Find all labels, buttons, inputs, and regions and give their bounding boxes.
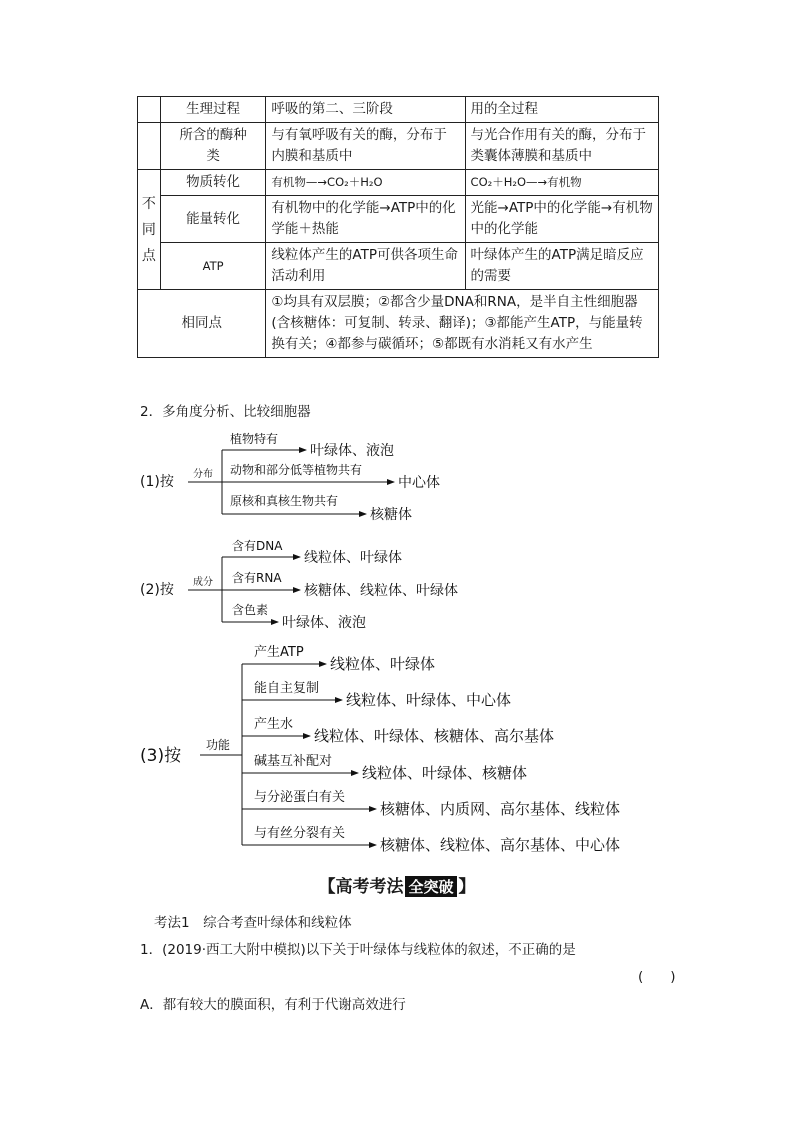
diagram3-branch	[242, 753, 527, 782]
diagram1-branch	[222, 431, 394, 459]
chloro-cell: 叶绿体产生的ATP满足暗反应的需要	[465, 243, 658, 290]
chloro-cell: 与光合作用有关的酶，分布于类囊体薄膜和基质中	[465, 123, 658, 170]
mito-cell: 有机物中的化学能→ATP中的化学能＋热能	[266, 196, 465, 243]
diagram3-criterion: 功能	[206, 738, 231, 752]
diagram3-branch	[242, 716, 554, 745]
mito-cell: 呼吸的第二、三阶段	[266, 97, 465, 123]
same-text: ①均具有双层膜；②都含少量DNA和RNA，是半自主性细胞器(含核糖体：可复制、转录、翻译)；③都能产生ATP，与能量转换有关；④都参与碳循环；⑤都既有水消耗又有水产生	[266, 290, 659, 358]
condition: 能自主复制	[254, 681, 320, 696]
diagram2-criterion: 成分	[193, 577, 213, 588]
result: 核糖体	[370, 507, 412, 523]
banner-left: 【高考考法	[318, 877, 404, 897]
condition: 植物特有	[230, 432, 279, 446]
condition: 与有丝分裂有关	[254, 826, 346, 841]
condition: 动物和部分低等植物共有	[230, 463, 363, 477]
condition: 原核和真核生物共有	[230, 494, 339, 508]
section-banner	[0, 872, 794, 897]
chloro-cell: 光能→ATP中的化学能→有机物中的化学能	[465, 196, 658, 243]
mito-formula: 有机物—→CO₂＋H₂O	[271, 175, 383, 189]
diagram1-criterion: 分布	[193, 469, 213, 480]
condition: 含有DNA	[232, 539, 283, 553]
mito-cell: 与有氧呼吸有关的酶，分布于内膜和基质中	[266, 123, 465, 170]
diagram3-branch	[242, 790, 620, 818]
diagram2-branch	[222, 539, 402, 566]
row-header: 生理过程	[160, 97, 266, 123]
result: 核糖体、线粒体、高尔基体、中心体	[380, 836, 621, 854]
result: 线粒体、叶绿体、核糖体、高尔基体	[314, 727, 555, 745]
row-header: 能量转化	[160, 196, 266, 243]
banner-highlight: 全突破	[405, 876, 456, 897]
condition: 含有RNA	[232, 571, 282, 585]
diagram2-label: (2)按	[140, 582, 174, 598]
row-header: 物质转化	[160, 170, 266, 196]
result: 线粒体、叶绿体	[304, 550, 402, 566]
chloro-cell: 用的全过程	[465, 97, 658, 123]
condition: 产生ATP	[254, 645, 304, 660]
result: 核糖体、线粒体、叶绿体	[304, 583, 458, 599]
condition: 与分泌蛋白有关	[254, 790, 346, 805]
method-heading: 考法1 综合考查叶绿体和线粒体	[154, 915, 352, 931]
diff-label: 不同点	[141, 195, 156, 264]
diagram3-branch	[242, 680, 511, 709]
diagram2-branch	[222, 602, 366, 631]
diagram1-branch	[222, 493, 412, 523]
question-stem: 1．(2019·西工大附中模拟)以下关于叶绿体与线粒体的叙述，不正确的是	[140, 942, 576, 958]
condition: 含色素	[232, 603, 269, 617]
condition: 碱基互补配对	[254, 754, 333, 769]
result: 线粒体、叶绿体、中心体	[346, 691, 512, 709]
result: 线粒体、叶绿体、核糖体	[362, 764, 528, 782]
result: 线粒体、叶绿体	[330, 655, 436, 673]
same-label: 相同点	[138, 290, 266, 358]
row-header: 所含的酶种类	[160, 123, 266, 170]
diagram3-label: (3)按	[140, 746, 182, 766]
diagram3-branch	[242, 826, 620, 854]
banner-right: 】	[458, 877, 476, 897]
atp-label: ATP	[202, 258, 224, 273]
chloro-formula: CO₂＋H₂O—→有机物	[470, 175, 582, 189]
mito-cell: 线粒体产生的ATP可供各项生命活动利用	[266, 243, 465, 290]
condition: 产生水	[254, 717, 294, 732]
diagram1-branch	[222, 462, 440, 491]
result: 中心体	[398, 475, 440, 491]
result: 叶绿体、液泡	[310, 443, 394, 459]
result: 叶绿体、液泡	[282, 615, 366, 631]
option-a: A．都有较大的膜面积，有利于代谢高效进行	[140, 997, 406, 1013]
section-title: 2．多角度分析、比较细胞器	[140, 404, 311, 420]
result: 核糖体、内质网、高尔基体、线粒体	[380, 800, 621, 818]
diagram3-branch	[242, 644, 435, 673]
answer-blank: ( )	[638, 969, 676, 985]
diagram1-label: (1)按	[140, 474, 174, 490]
diagram2-branch	[222, 571, 458, 599]
